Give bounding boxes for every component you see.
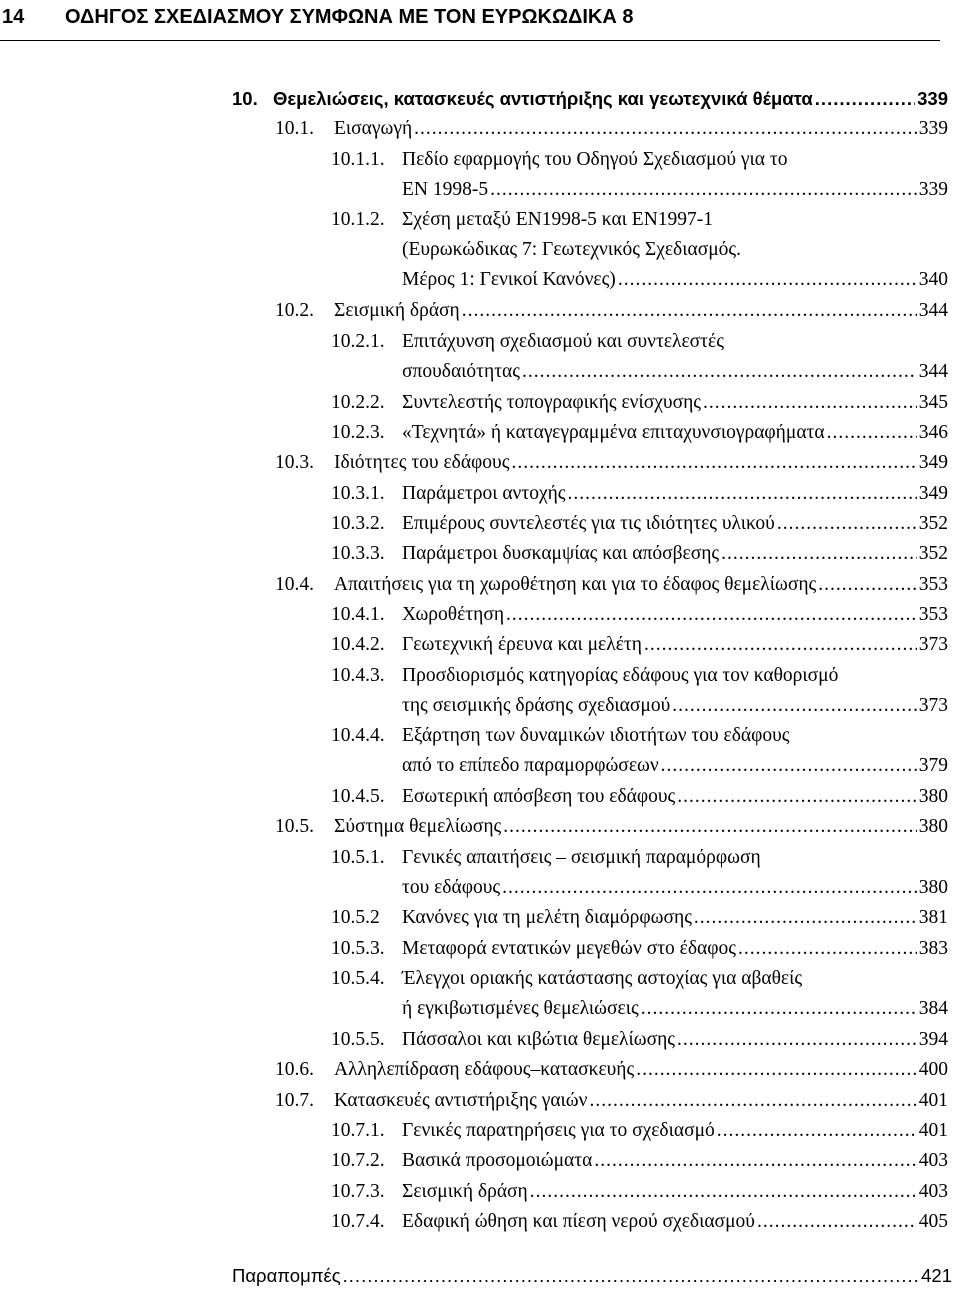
toc-entry-title: του εδάφους <box>402 876 501 898</box>
toc-entry-line <box>334 296 948 326</box>
toc-entry-line <box>402 327 948 357</box>
toc-page-number: 339 <box>918 178 948 200</box>
toc-entry-line <box>334 812 948 842</box>
toc-section-number: 10.4.1. <box>331 603 385 625</box>
toc-entry-line <box>334 570 948 600</box>
toc-entry-title: Σεισμική δράση <box>334 300 460 322</box>
toc-entry[interactable] <box>331 843 948 904</box>
dot-leader <box>721 539 917 569</box>
toc-page-number: 380 <box>918 876 948 898</box>
toc-section-number: 10.6. <box>275 1059 314 1081</box>
toc-entry-line <box>402 903 948 933</box>
toc-entry-line <box>402 964 948 994</box>
toc-entry[interactable] <box>331 1025 948 1055</box>
dot-leader <box>677 1025 917 1055</box>
toc-entry-title: ή εγκιβωτισμένες θεμελιώσεις <box>402 998 639 1020</box>
toc-section-number: 10.2. <box>275 300 314 322</box>
toc-entry[interactable] <box>331 721 948 782</box>
dot-leader <box>827 418 917 448</box>
dot-leader <box>641 994 917 1024</box>
dot-leader <box>530 1177 917 1207</box>
toc-entry-line <box>402 175 948 205</box>
toc-entry-title: Παράμετροι αντοχής <box>402 482 566 504</box>
toc-entry-line <box>402 145 948 175</box>
toc-entry-line <box>402 1146 948 1176</box>
toc-page-number: 353 <box>918 603 948 625</box>
dot-leader <box>636 1055 917 1085</box>
toc-page-number: 380 <box>918 786 948 808</box>
toc-section-number: 10.5.5. <box>331 1028 385 1050</box>
toc-section-number: 10.5.3. <box>331 937 385 959</box>
dot-leader <box>818 570 916 600</box>
toc-page-number: 344 <box>918 360 948 382</box>
toc-entry-title: Γενικές παρατηρήσεις για το σχεδιασμό <box>402 1119 715 1141</box>
toc-entry-title: Σύστημα θεμελίωσης <box>334 816 502 838</box>
page-number: 14 <box>2 6 25 28</box>
toc-entry-title: Σχέση μεταξύ EN1998-5 και EN1997-1 <box>402 209 714 231</box>
toc-section-number: 10.4. <box>275 573 314 595</box>
toc-section-number: 10.1.1. <box>331 148 385 170</box>
dot-leader <box>343 1261 919 1291</box>
toc-section-number: 10.1.2. <box>331 209 385 231</box>
toc-entry-line <box>402 994 948 1024</box>
toc-section-number: 10.2.3. <box>331 421 385 443</box>
toc-entry-title: Γεωτεχνική έρευνα και μελέτη <box>402 634 642 656</box>
toc-entry[interactable] <box>331 539 948 569</box>
toc-entry[interactable] <box>331 1146 948 1176</box>
toc-entry-title: της σεισμικής δράσης σχεδιασμού <box>402 694 671 716</box>
toc-section-number: 10.4.3. <box>331 664 385 686</box>
toc-page-number: 400 <box>918 1059 948 1081</box>
toc-entry-title: Επιτάχυνση σχεδιασμού και συντελεστές <box>402 330 724 352</box>
dot-leader <box>661 751 917 781</box>
toc-page-number: 349 <box>918 452 948 474</box>
toc-entry-line <box>402 721 948 751</box>
dot-leader <box>594 1146 916 1176</box>
toc-entry-line <box>334 448 948 478</box>
toc-entry-line <box>402 661 948 691</box>
toc-page-number: 401 <box>918 1119 948 1141</box>
toc-page-number: 349 <box>918 482 948 504</box>
toc-entry-line <box>402 873 948 903</box>
toc-entry-title: Απαιτήσεις για τη χωροθέτηση και για το έδαφος θεμελίωσης <box>334 573 817 595</box>
toc-entry-title: «Τεχνητά» ή καταγεγραμμένα επιταχυνσιογραφήματα <box>402 421 825 443</box>
toc-entry[interactable] <box>331 661 948 722</box>
toc-entry[interactable] <box>331 418 948 448</box>
toc-section-number: 10.4.4. <box>331 725 385 747</box>
toc-section-number: 10.5.2 <box>331 907 380 929</box>
toc-section-number: 10.1. <box>275 118 314 140</box>
toc-page-number: 352 <box>918 512 948 534</box>
toc-section-number: 10.7.2. <box>331 1150 385 1172</box>
dot-leader <box>738 934 917 964</box>
toc-entry-line <box>402 1207 948 1237</box>
dot-leader <box>490 175 917 205</box>
toc-entry[interactable] <box>275 448 948 478</box>
toc-entry-title: Επιμέρους συντελεστές για τις ιδιότητες υλικού <box>402 512 775 534</box>
dot-leader <box>462 296 917 326</box>
toc-page-number: 384 <box>918 998 948 1020</box>
toc-page-number: 403 <box>918 1180 948 1202</box>
toc-entry[interactable] <box>331 782 948 812</box>
toc-entry-title: Εδαφική ώθηση και πίεση νερού σχεδιασμού <box>402 1210 755 1232</box>
toc-entry-line <box>334 1055 948 1085</box>
dot-leader <box>506 600 917 630</box>
dot-leader <box>672 691 917 721</box>
toc-entry[interactable] <box>275 812 948 842</box>
dot-leader <box>815 84 915 114</box>
toc-entry-line <box>402 1177 948 1207</box>
toc-entry-title: Σεισμική δράση <box>402 1180 528 1202</box>
toc-entry[interactable] <box>275 114 948 144</box>
toc-entry-line <box>402 509 948 539</box>
toc-entry-line <box>402 235 948 265</box>
toc-page-number: 344 <box>918 300 948 322</box>
toc-entry-title: Βασικά προσομοιώματα <box>402 1150 593 1172</box>
toc-page-number: 340 <box>918 269 948 291</box>
toc-section-number: 10.4.5. <box>331 786 385 808</box>
toc-entry-title: σπουδαιότητας <box>402 360 520 382</box>
toc-entry-title: Θεμελιώσεις, κατασκευές αντιστήριξης και γεωτεχνικά θέματα <box>273 88 813 109</box>
toc-entry-line <box>402 1025 948 1055</box>
dot-leader <box>522 357 917 387</box>
toc-entry[interactable] <box>331 1207 948 1237</box>
toc-entry-line <box>402 479 948 509</box>
toc-section-number: 10.3. <box>275 452 314 474</box>
toc-section-number: 10.7. <box>275 1089 314 1111</box>
toc-entry-title: Ιδιότητες του εδάφους <box>334 452 510 474</box>
dot-leader <box>644 630 917 660</box>
toc-entry-title: Γενικές απαιτήσεις – σεισμική παραμόρφωση <box>402 846 761 868</box>
toc-entry-line <box>402 1116 948 1146</box>
toc-page-number: 379 <box>918 755 948 777</box>
toc-entry-title: Εισαγωγή <box>334 118 413 140</box>
toc-section-number: 10.7.1. <box>331 1119 385 1141</box>
toc-section-number: 10.3.3. <box>331 543 385 565</box>
toc-section-number: 10. <box>232 88 258 109</box>
toc-entry-title: Εξάρτηση των δυναμικών ιδιοτήτων του εδάφους <box>402 725 790 747</box>
toc-entry[interactable] <box>331 1116 948 1146</box>
dot-leader <box>414 114 917 144</box>
toc-page-number: 339 <box>918 118 948 140</box>
toc-section-number: 10.5.1. <box>331 846 385 868</box>
dot-leader <box>503 812 917 842</box>
toc-entry-title: EN 1998-5 <box>402 178 489 200</box>
dot-leader <box>677 782 916 812</box>
toc-section-number: 10.7.3. <box>331 1180 385 1202</box>
toc-entry[interactable] <box>331 327 948 388</box>
toc-entry-line <box>232 1261 952 1291</box>
toc-entry-line <box>402 934 948 964</box>
toc-entry-title: Εσωτερική απόσβεση του εδάφους <box>402 786 676 808</box>
dot-leader <box>618 265 917 295</box>
toc-section-number: 10.2.1. <box>331 330 385 352</box>
dot-leader <box>568 479 917 509</box>
toc-page-number: 383 <box>918 937 948 959</box>
toc-section-number: 10.5. <box>275 816 314 838</box>
toc-entry-title: Κατασκευές αντιστήριξης γαιών <box>334 1089 588 1111</box>
toc-entry-title: Αλληλεπίδραση εδάφους–κατασκευής <box>334 1059 635 1081</box>
toc-section-number: 10.5.4. <box>331 968 385 990</box>
dot-leader <box>757 1207 917 1237</box>
toc-entry-line <box>402 418 948 448</box>
toc-entry-title: Μεταφορά εντατικών μεγεθών στο έδαφος <box>402 937 737 959</box>
toc-entry[interactable] <box>331 630 948 660</box>
dot-leader <box>589 1086 916 1116</box>
toc-entry-line <box>334 114 948 144</box>
toc-entry[interactable] <box>331 509 948 539</box>
toc-entry-line <box>402 600 948 630</box>
dot-leader <box>703 388 917 418</box>
toc-page-number: 403 <box>918 1150 948 1172</box>
toc-page-number: 345 <box>918 391 948 413</box>
toc-entry-line <box>402 751 948 781</box>
dot-leader <box>511 448 916 478</box>
dot-leader <box>717 1116 917 1146</box>
toc-page-number: 339 <box>917 88 948 109</box>
toc-page-number: 353 <box>918 573 948 595</box>
toc-page-number: 373 <box>918 634 948 656</box>
toc-entry[interactable] <box>275 1055 948 1085</box>
toc-section-number: 10.3.1. <box>331 482 385 504</box>
toc-entry-line <box>273 84 948 114</box>
toc-entry-line <box>402 782 948 812</box>
toc-entry[interactable] <box>331 145 948 206</box>
toc-entry[interactable] <box>331 964 948 1025</box>
toc-page-number: 373 <box>918 694 948 716</box>
toc-page-number: 394 <box>918 1028 948 1050</box>
toc-entry-title: Μέρος 1: Γενικοί Κανόνες) <box>402 269 616 291</box>
toc-entry[interactable] <box>331 600 948 630</box>
dot-leader <box>502 873 917 903</box>
toc-entry-title: από το επίπεδο παραμορφώσεων <box>402 755 659 777</box>
toc-entry-line <box>402 630 948 660</box>
dot-leader <box>694 903 917 933</box>
toc-entry-line <box>402 691 948 721</box>
toc-entry-line <box>402 357 948 387</box>
toc-page-number: 421 <box>921 1265 952 1287</box>
toc-page-number: 381 <box>918 907 948 929</box>
toc-entry[interactable] <box>275 296 948 326</box>
toc-entry-line <box>402 205 948 235</box>
toc-entry-title: (Ευρωκώδικας 7: Γεωτεχνικός Σχεδιασμός. <box>402 239 742 261</box>
toc-entry[interactable] <box>331 479 948 509</box>
toc-entry-title: Πάσσαλοι και κιβώτια θεμελίωσης <box>402 1028 675 1050</box>
toc-entry-title: Πεδίο εφαρμογής του Οδηγού Σχεδιασμού για το <box>402 148 788 170</box>
toc-entry-title: Έλεγχοι οριακής κατάστασης αστοχίας για αβαθείς <box>402 968 803 990</box>
toc-entry[interactable] <box>232 84 948 114</box>
toc-entry[interactable] <box>331 205 948 296</box>
toc-entry-title: Κανόνες για τη μελέτη διαμόρφωσης <box>402 907 692 929</box>
toc-entry[interactable] <box>331 903 948 933</box>
toc-entry-line <box>402 265 948 295</box>
toc-section-number: 10.7.4. <box>331 1210 385 1232</box>
toc-entry[interactable] <box>331 388 948 418</box>
toc-page-number: 401 <box>918 1089 948 1111</box>
toc-page-number: 405 <box>918 1210 948 1232</box>
dot-leader <box>777 509 917 539</box>
toc-page-number: 380 <box>918 816 948 838</box>
toc-entry-title: Προσδιορισμός κατηγορίας εδάφους για τον καθορισμό <box>402 664 839 686</box>
toc-entry[interactable] <box>331 934 948 964</box>
toc-entry[interactable] <box>331 1177 948 1207</box>
toc-entry-references[interactable] <box>232 1261 952 1291</box>
toc-entry[interactable] <box>275 1086 948 1116</box>
toc-page-number: 352 <box>918 543 948 565</box>
running-title: ΟΔΗΓΟΣ ΣΧΕΔΙΑΣΜΟΥ ΣΥΜΦΩΝΑ ΜΕ ΤΟΝ ΕΥΡΩΚΩΔΙΚΑ 8 <box>65 6 634 28</box>
toc-section-number: 10.2.2. <box>331 391 385 413</box>
toc-entry-title: Παραπομπές <box>232 1265 341 1287</box>
toc-section-number: 10.3.2. <box>331 512 385 534</box>
toc-entry-title: Χωροθέτηση <box>402 603 505 625</box>
toc-entry-title: Παράμετροι δυσκαμψίας και απόσβεσης <box>402 543 720 565</box>
toc-page-number: 346 <box>918 421 948 443</box>
toc-entry-line <box>334 1086 948 1116</box>
toc-entry-line <box>402 843 948 873</box>
toc-entry-line <box>402 539 948 569</box>
toc-entry-title: Συντελεστής τοπογραφικής ενίσχυσης <box>402 391 702 413</box>
toc-section-number: 10.4.2. <box>331 634 385 656</box>
toc-entry-line <box>402 388 948 418</box>
toc-entry[interactable] <box>275 570 948 600</box>
page-header <box>0 2 940 41</box>
